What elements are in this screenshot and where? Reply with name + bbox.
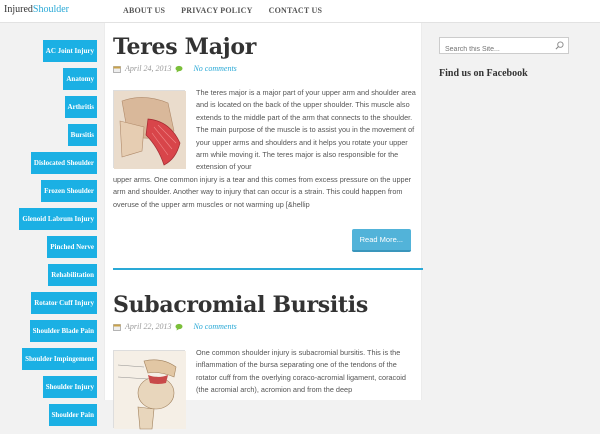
category-pinched-nerve[interactable]: Pinched Nerve — [47, 236, 97, 258]
category-bursitis[interactable]: Bursitis — [68, 124, 97, 146]
nav-contact-us[interactable]: CONTACT US — [268, 6, 323, 15]
category-rotator-cuff-injury[interactable]: Rotator Cuff Injury — [31, 292, 97, 314]
post-excerpt-side: The teres major is a major part of your upper arm and shoulder area and is located on the back of the upper shoulder. This muscle also extends to the middle part of the arm that connects to the shoulder. The main purpose of the muscle is to assist you in the movement of your upper arms and shoulders and it helps you rotate your upper arm while moving it. The teres major is also responsible for the extension of your — [196, 88, 416, 172]
post-thumbnail-teres-major[interactable] — [113, 90, 185, 168]
category-shoulder-pain[interactable]: Shoulder Pain — [49, 404, 97, 426]
comment-icon — [175, 65, 183, 73]
read-more-button[interactable]: Read More... — [352, 229, 411, 252]
calendar-icon — [113, 323, 121, 331]
teres-major-illustration — [114, 91, 186, 169]
post-title[interactable]: Subacromial Bursitis — [113, 292, 368, 318]
category-shoulder-impingement[interactable]: Shoulder Impingement — [22, 348, 97, 370]
post-excerpt-side: One common shoulder injury is subacromial bursitis. This is the inflammation of the bursa separating one of the tendons of the rotator cuff from the overlying coraco-acromial ligament, coracoid (the acromial arch), acromion and from the deep — [196, 348, 406, 395]
post-divider — [113, 268, 423, 270]
category-list — [7, 40, 97, 432]
nav-about-us[interactable]: ABOUT US — [123, 6, 166, 15]
main-nav — [123, 6, 322, 15]
calendar-icon — [113, 65, 121, 73]
search-icon[interactable] — [555, 41, 564, 50]
logo-text-shoulder: Shoulder — [32, 4, 69, 15]
post-excerpt-full: upper arms. One common injury is a tear and this comes from excess pressure on the upper arm and shoulder. Another way to injury that can occur is a strain. This could happen from overuse of the upper arm muscles or not warming up [&hellip — [113, 175, 412, 209]
category-shoulder-blade-pain[interactable]: Shoulder Blade Pain — [30, 320, 97, 342]
category-frozen-shoulder[interactable]: Frozen Shoulder — [41, 180, 97, 202]
category-dislocated-shoulder[interactable]: Dislocated Shoulder — [31, 152, 97, 174]
comment-icon — [175, 323, 183, 331]
category-shoulder-injury[interactable]: Shoulder Injury — [43, 376, 97, 398]
logo-text-injured: Injured — [4, 4, 33, 15]
post-meta — [113, 64, 413, 73]
category-anatomy[interactable]: Anatomy — [63, 68, 97, 90]
nav-privacy-policy[interactable]: PRIVACY POLICY — [181, 6, 253, 15]
post-title[interactable]: Teres Major — [113, 34, 257, 60]
search-input[interactable] — [440, 42, 550, 57]
category-ac-joint-injury[interactable]: AC Joint Injury — [43, 40, 97, 62]
category-arthritis[interactable]: Arthritis — [65, 96, 97, 118]
post-meta — [113, 322, 413, 331]
category-glenoid-labrum-injury[interactable]: Glenoid Labrum Injury — [19, 208, 97, 230]
shoulder-bursa-diagram — [114, 351, 186, 429]
post-teres-major — [113, 33, 413, 73]
post-subacromial-bursitis — [113, 291, 413, 331]
category-rehabilitation[interactable]: Rehabilitation — [48, 264, 97, 286]
post-comments-link[interactable]: No comments — [193, 322, 237, 331]
post-thumbnail-bursitis[interactable] — [113, 350, 185, 428]
site-logo[interactable] — [4, 4, 69, 15]
facebook-widget-title: Find us on Facebook — [439, 68, 528, 79]
main-content — [104, 23, 422, 400]
top-bar — [0, 0, 600, 23]
post-date: April 22, 2013 — [125, 322, 172, 331]
search-box — [439, 37, 569, 54]
post-date: April 24, 2013 — [125, 64, 172, 73]
post-comments-link[interactable]: No comments — [193, 64, 237, 73]
